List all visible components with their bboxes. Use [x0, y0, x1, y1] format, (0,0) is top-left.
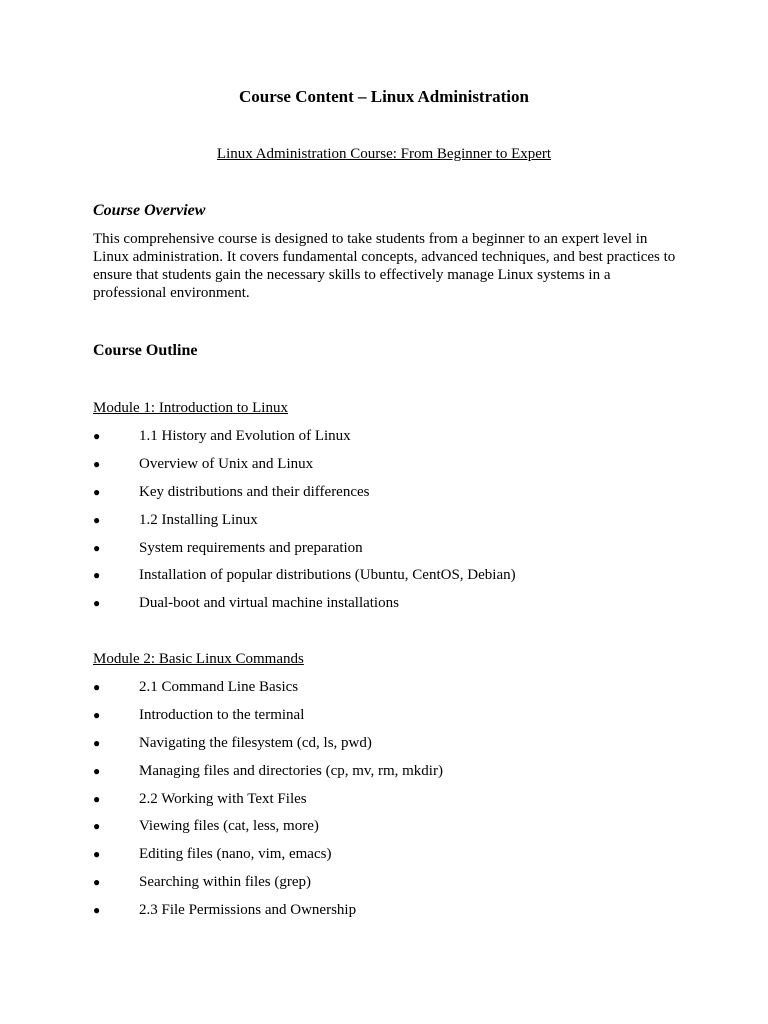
- bullet-icon: ●: [93, 735, 101, 750]
- bullet-icon: ●: [93, 707, 101, 722]
- bullet-icon: ●: [93, 903, 101, 918]
- bullet-icon: ●: [93, 568, 101, 583]
- list-item-text: Key distributions and their differences: [139, 483, 370, 500]
- list-item-text: System requirements and preparation: [139, 539, 363, 556]
- module-1-heading: Module 1: Introduction to Linux: [93, 400, 288, 416]
- list-item-text: 2.3 File Permissions and Ownership: [139, 902, 357, 919]
- bullet-icon: ●: [93, 456, 101, 471]
- list-item-text: 1.1 History and Evolution of Linux: [139, 428, 351, 444]
- list-item-text: Dual-boot and virtual machine installations: [139, 595, 399, 612]
- list-item-text: 2.2 Working with Text Files: [139, 790, 307, 807]
- bullet-icon: ●: [93, 875, 101, 890]
- list-item-text: 2.1 Command Line Basics: [139, 679, 299, 695]
- bullet-icon: ●: [93, 596, 101, 611]
- list-item-text: Viewing files (cat, less, more): [139, 818, 319, 835]
- overview-heading: Course Overview: [93, 202, 206, 219]
- bullet-icon: ●: [93, 512, 101, 527]
- list-item-text: 1.2 Installing Linux: [139, 511, 258, 528]
- list-item-text: Editing files (nano, vim, emacs): [139, 846, 332, 863]
- list-item-text: Introduction to the terminal: [139, 706, 305, 723]
- list-item-text: Managing files and directories (cp, mv, rm, mkdir): [139, 762, 443, 779]
- bullet-icon: ●: [93, 540, 101, 555]
- document-title: Course Content – Linux Administration: [239, 87, 529, 106]
- list-item-text: Searching within files (grep): [139, 874, 312, 891]
- bullet-icon: ●: [93, 791, 101, 806]
- bullet-icon: ●: [93, 763, 101, 778]
- bullet-icon: ●: [93, 847, 101, 862]
- bullet-icon: ●: [93, 484, 101, 499]
- list-item-text: Installation of popular distributions (Ubuntu, CentOS, Debian): [139, 567, 516, 584]
- bullet-icon: ●: [93, 429, 101, 443]
- bullet-icon: ●: [93, 680, 101, 694]
- overview-paragraph: This comprehensive course is designed to take students from a beginner to an expert level in Linux administration. It covers fundamental concepts, advanced techniques, and best practices to ensure that students gain the necessary skills to effectively manage Linux systems in a professional environment.: [93, 231, 676, 301]
- module-2-heading: Module 2: Basic Linux Commands: [93, 651, 304, 667]
- outline-heading: Course Outline: [93, 342, 198, 359]
- list-item-text: Overview of Unix and Linux: [139, 455, 314, 472]
- document-subtitle: Linux Administration Course: From Beginner to Expert: [216, 146, 552, 162]
- list-item-text: Navigating the filesystem (cd, ls, pwd): [139, 734, 372, 751]
- bullet-icon: ●: [93, 819, 101, 834]
